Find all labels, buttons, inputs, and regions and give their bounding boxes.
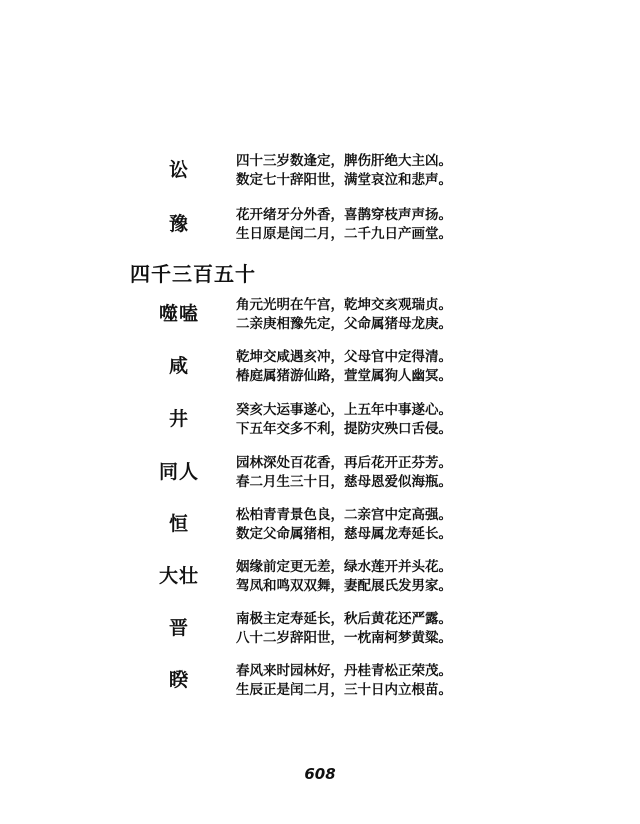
verse-line-2: 春二月生三十日，慈母恩爱似海瓶。 (236, 474, 452, 490)
hexagram-name: 恒 (168, 513, 189, 535)
hexagram-name: 井 (168, 408, 189, 430)
verse-line-1: 松柏青青景色良，二亲宫中定高强。 (236, 507, 452, 523)
verse-line-2: 二亲庚相豫先定，父命属猪母龙庚。 (236, 316, 452, 332)
hexagram-name: 晋 (168, 617, 189, 639)
verse-entry-song (0, 150, 640, 190)
verse-line-1: 姻缘前定更无差，绿水莲开并头花。 (236, 559, 452, 575)
verse-line-1: 春风来时园林好，丹桂青松正荣茂。 (236, 663, 452, 679)
hexagram-name: 咸 (168, 355, 189, 377)
verse-line-2: 生日原是闰二月，二千九日产画堂。 (236, 226, 452, 242)
verse-line-1: 四十三岁数逢定，脾伤肝绝大主凶。 (236, 153, 452, 169)
verse-entry-jing (0, 399, 640, 439)
hexagram-name: 同人 (158, 461, 199, 483)
verse-line-1: 角元光明在午宫，乾坤交亥观瑞贞。 (236, 297, 452, 313)
verse-entry-dazhuang (0, 556, 640, 596)
verse-entry-jin (0, 608, 640, 648)
hexagram-name: 噬嗑 (158, 303, 199, 325)
verse-line-1: 花开绪牙分外香，喜鹊穿枝声声扬。 (236, 207, 452, 223)
hexagram-name: 睽 (168, 669, 189, 691)
verse-line-1: 癸亥大运事遂心，上五年中事遂心。 (236, 402, 452, 418)
verse-line-2: 下五年交多不利，提防灾殃口舌侵。 (236, 421, 452, 437)
section-heading: 四千三百五十 (130, 262, 256, 286)
verse-line-2: 数定父命属猪相，慈母属龙寿延长。 (236, 526, 452, 542)
verse-entry-shike (0, 294, 640, 334)
hexagram-name: 讼 (168, 159, 189, 181)
verse-line-2: 八十二岁辞阳世，一枕南柯梦黄粱。 (236, 630, 452, 646)
verse-entry-kui (0, 660, 640, 700)
verse-entry-yu (0, 204, 640, 244)
verse-entry-tongren (0, 452, 640, 492)
hexagram-name: 大壮 (158, 565, 199, 587)
hexagram-name: 豫 (168, 213, 189, 235)
verse-entry-heng (0, 504, 640, 544)
verse-line-2: 生辰正是闰二月，三十日内立根苗。 (236, 682, 452, 698)
verse-line-1: 园林深处百花香，再后花开正芬芳。 (236, 455, 452, 471)
verse-line-1: 乾坤交咸遇亥冲，父母官中定得清。 (236, 349, 452, 365)
verse-line-2: 数定七十辞阳世，满堂哀泣和悲声。 (236, 172, 452, 188)
verse-entry-xian (0, 346, 640, 386)
verse-line-1: 南极主定寿延长，秋后黄花还严露。 (236, 611, 452, 627)
verse-line-2: 驾凤和鸣双双舞，妻配展氏发男家。 (236, 578, 452, 594)
verse-line-2: 椿庭属猪游仙路，萱堂属狗人幽冥。 (236, 368, 452, 384)
page-number: 608 (304, 765, 336, 783)
